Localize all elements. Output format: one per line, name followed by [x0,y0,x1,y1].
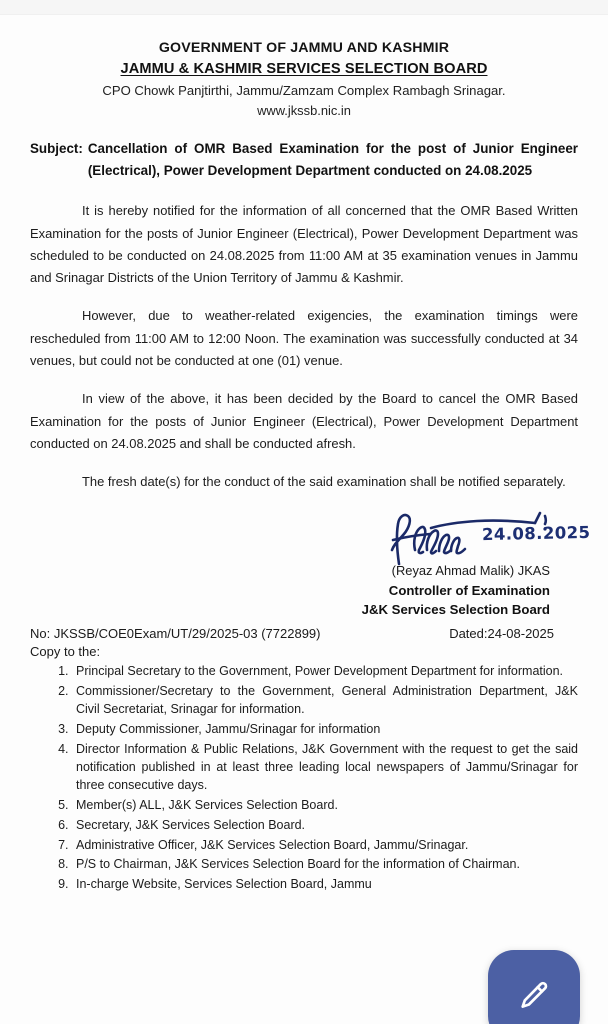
body-paragraph-1: It is hereby notified for the information of all concerned that the OMR Based Written Examination for the posts of Junior Engineer (Electrical), Power Development Department was scheduled to be conducted on 24.08.2025 from 11:00 AM at 35 examination venues in Jammu and Srinagar Districts of the Union Territory of Jammu & Kashmir. [30,203,578,286]
edit-fab-button[interactable] [488,950,580,1024]
subject-text: Cancellation of OMR Based Examination for the post of Junior Engineer (Electrical), Power Development Department conducted on 24.08.2025 [87,141,578,178]
list-item: 1. Principal Secretary to the Government, Power Development Department for information. [72,662,578,680]
document-content [0,14,608,895]
list-item: 9. In-charge Website, Services Selection Board, Jammu [72,875,578,893]
reference-number: No: JKSSB/COE0Exam/UT/29/2025-03 (7722899) [30,626,321,642]
list-item: 5. Member(s) ALL, J&K Services Selection Board. [72,796,578,814]
distribution-list [30,662,578,893]
handwritten-date: 24.08.2025 [481,523,591,545]
list-item: 6. Secretary, J&K Services Selection Board. [72,816,578,834]
letterhead [30,40,578,118]
viewer-top-strip [0,0,608,15]
reference-row [30,626,578,641]
letterhead-government-line: GOVERNMENT OF JAMMU AND KASHMIR [158,40,450,56]
list-item: 3. Deputy Commissioner, Jammu/Srinagar for information [72,720,578,738]
letterhead-board-line: JAMMU & KASHMIR SERVICES SELECTION BOARD [120,61,488,77]
body-paragraph-4: The fresh date(s) for the conduct of the said examination shall be notified separately. [82,474,566,490]
signatory-designation: Controller of Examination [388,582,550,598]
subject-label: Subject: [30,141,83,156]
signatory-details [30,562,578,619]
copy-to-label: Copy to the: [30,644,101,660]
signatory-organisation: J&K Services Selection Board [361,602,550,618]
list-item: 8. P/S to Chairman, J&K Services Selection Board for the information of Chairman. [72,855,578,873]
list-item: 7. Administrative Officer, J&K Services Selection Board, Jammu/Srinagar. [72,836,578,854]
body-paragraph-2: However, due to weather-related exigencies, the examination timings were rescheduled from 11:00 AM to 12:00 Noon. The examination was successfully conducted at 34 venues, but could not be conducted at one (01) venue. [30,308,578,368]
list-item: 2. Commissioner/Secretary to the Government, General Administration Department, J&K Civil Secretariat, Srinagar for information. [72,682,578,719]
letterhead-address: CPO Chowk Panjtirthi, Jammu/Zamzam Complex Rambagh Srinagar. [102,83,506,98]
signature-block [30,506,591,624]
pencil-icon [517,979,551,1013]
list-item: 4. Director Information & Public Relations, J&K Government with the request to get the said notification published in at least three leading local newspapers of Jammu/Srinagar for three consecutive days. [72,740,578,795]
subject-block [30,138,578,181]
letterhead-website: www.jkssb.nic.in [257,103,351,118]
body-paragraph-3: In view of the above, it has been decided by the Board to cancel the OMR Based Examination for the posts of Junior Engineer (Electrical), Power Development Department conducted on 24.08.2025 and shall be conducted afresh. [30,391,578,451]
signatory-name: (Reyaz Ahmad Malik) JKAS [391,563,550,579]
reference-dated: Dated:24-08-2025 [449,626,554,642]
